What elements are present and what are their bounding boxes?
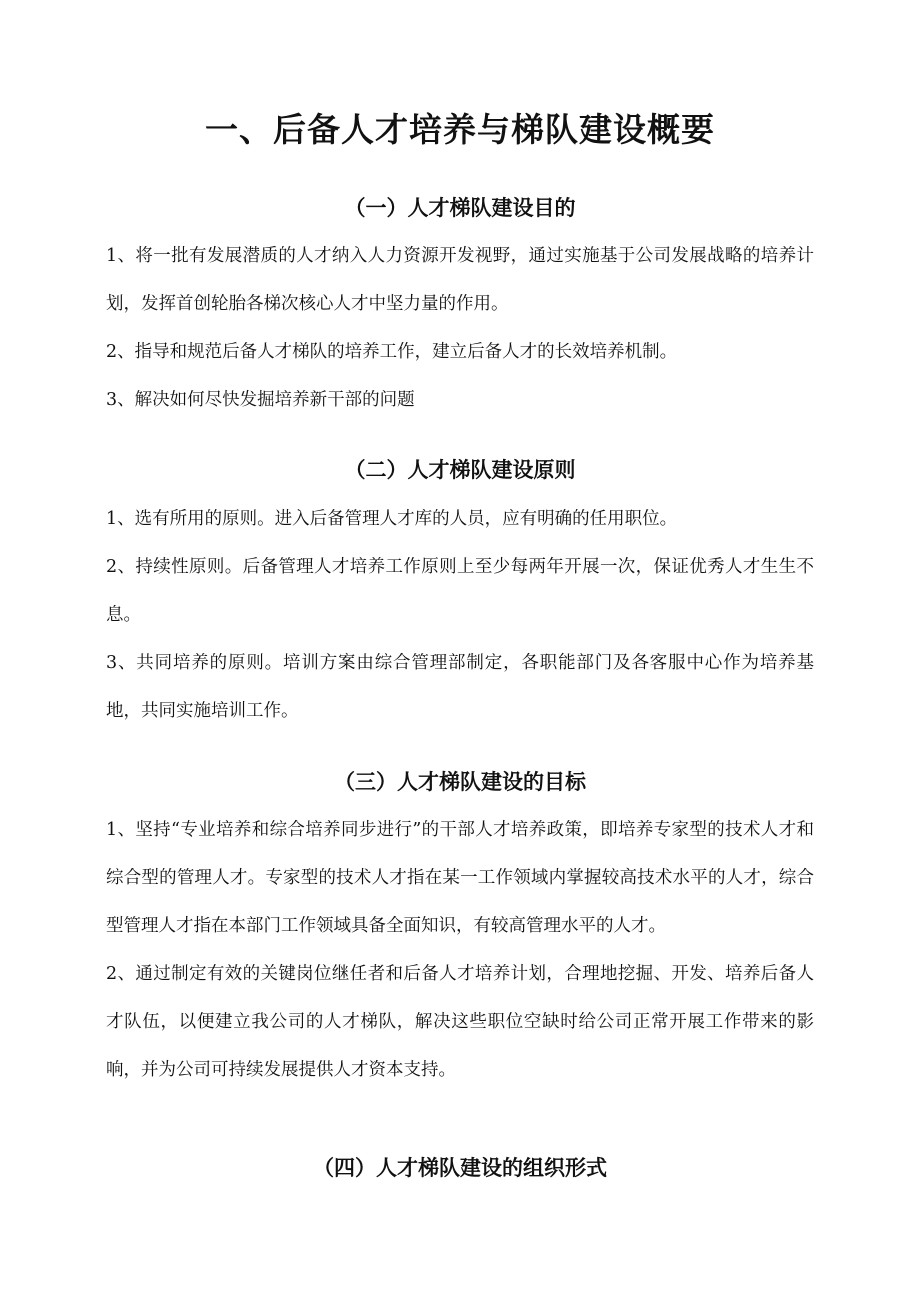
section-body-3 bbox=[106, 806, 814, 1094]
paragraph: 3、共同培养的原则。培训方案由综合管理部制定，各职能部门及各客服中心作为培养基地，共同实施培训工作。 bbox=[106, 653, 814, 721]
paragraph: 1、将一批有发展潜质的人才纳入人力资源开发视野，通过实施基于公司发展战略的培养计划，发挥首创轮胎各梯次核心人才中坚力量的作用。 bbox=[106, 246, 814, 314]
section-heading-4: （四）人才梯队建设的组织形式 bbox=[313, 1156, 607, 1180]
section-heading-1: （一）人才梯队建设目的 bbox=[344, 196, 576, 220]
paragraph: 1、选有所用的原则。进入后备管理人才库的人员，应有明确的任用职位。 bbox=[106, 509, 678, 529]
section-heading-3: （三）人才梯队建设的目标 bbox=[334, 770, 586, 794]
paragraph: 2、指导和规范后备人才梯队的培养工作，建立后备人才的长效培养机制。 bbox=[106, 342, 678, 362]
section-body-1 bbox=[106, 232, 814, 424]
section-heading-2: （二）人才梯队建设原则 bbox=[344, 458, 576, 482]
paragraph: 3、解决如何尽快发掘培养新干部的问题 bbox=[106, 390, 415, 410]
section-body-2 bbox=[106, 495, 814, 735]
paragraph: 2、通过制定有效的关键岗位继任者和后备人才培养计划，合理地挖掘、开发、培养后备人才队伍，以便建立我公司的人才梯队，解决这些职位空缺时给公司正常开展工作带来的影响，并为公司可持续发展提供人才资本支持。 bbox=[106, 964, 814, 1080]
paragraph: 2、持续性原则。后备管理人才培养工作原则上至少每两年开展一次，保证优秀人才生生不息。 bbox=[106, 557, 814, 625]
document-title: 一、后备人才培养与梯队建设概要 bbox=[205, 110, 715, 149]
paragraph: 1、坚持“专业培养和综合培养同步进行”的干部人才培养政策，即培养专家型的技术人才和综合型的管理人才。专家型的技术人才指在某一工作领域内掌握较高技术水平的人才，综合型管理人才指在本部门工作领域具备全面知识，有较高管理水平的人才。 bbox=[106, 820, 814, 936]
